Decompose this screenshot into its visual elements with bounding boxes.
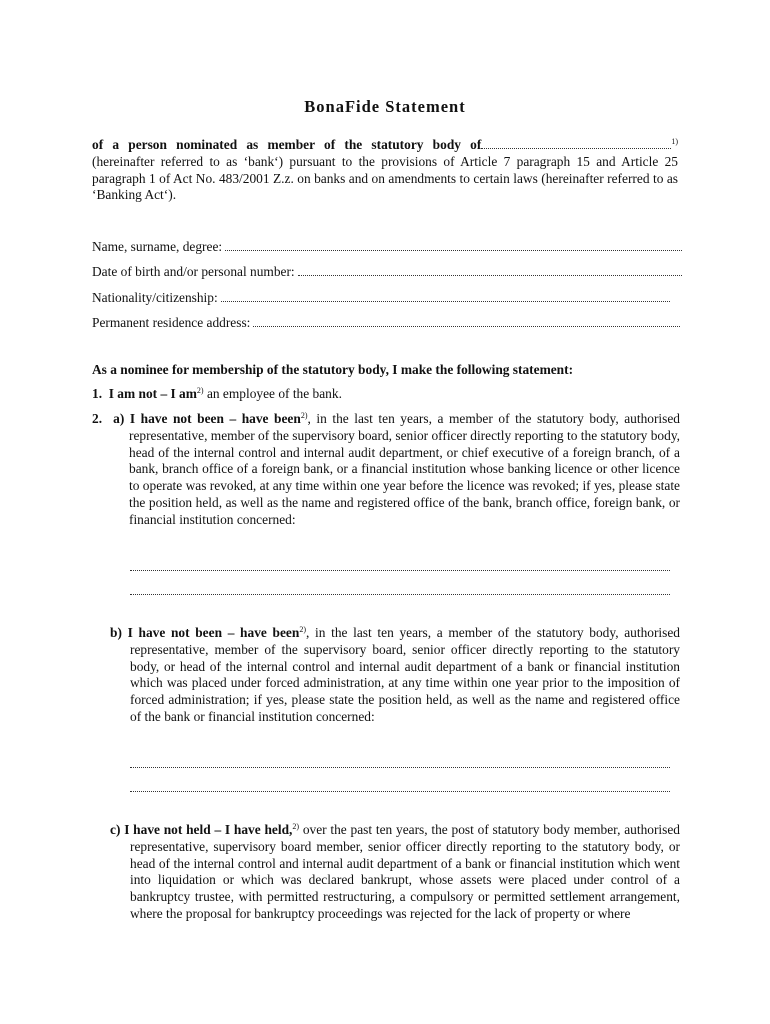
item-2b-choice: I have not been – have been	[127, 625, 300, 640]
item-1	[92, 386, 682, 402]
nationality-field[interactable]	[92, 288, 670, 306]
item-2a-letter: a)	[113, 411, 125, 426]
item-1-number: 1.	[92, 386, 103, 401]
item-2a	[92, 411, 680, 529]
item-2a-answer-line-1[interactable]	[130, 570, 670, 571]
intro-body: (hereinafter referred to as ‘bank‘) pursuant to the provisions of Article 7 paragraph 15 and Article 25 paragraph 1 of Act No. 483/2001 Z.z. on banks and on amendments to certain laws (hereinafter referred to as ‘Banking Act‘).	[92, 153, 678, 203]
bank-name-blank[interactable]	[481, 138, 671, 149]
item-2c-choice: I have not held – I have held,	[124, 822, 293, 837]
item-2c-text: over the past ten years, the post of statutory body member, authorised representative, supervisory board member, senior officer directly reporting to the statutory body, or head of the internal control and internal audit department of a bank or financial institution which went into liquidation or which was declared bankrupt, whose assets were placed under control of a bankruptcy trustee, with permitted restructuring, a compulsory or permitted settlement arrangement, where the proposal for bankruptcy proceedings was rejected for the lack of property or where	[130, 822, 680, 921]
document-title: BonaFide Statement	[304, 97, 466, 116]
item-2b-letter: b)	[110, 625, 122, 640]
statement-heading: As a nominee for membership of the statutory body, I make the following statement:	[92, 362, 574, 377]
intro-lead: of a person nominated as member of the statutory body of	[92, 137, 482, 152]
item-1-text: an employee of the bank.	[203, 386, 342, 401]
item-2c-letter: c)	[110, 822, 121, 837]
item-2a-text: , in the last ten years, a member of the statutory body, authorised representative, member of the supervisory board, senior officer directly reporting to the statutory body, head of the internal control and internal audit department, or chief executive of a foreign branch, of a bank, branch office of a foreign bank, or a financial institution whose banking licence or other licence to operate was revoked, at any time within one year before the licence was revoked; if yes, please state the position held, as well as the name and registered office of the bank, branch office, foreign bank, or financial institution concerned:	[129, 411, 680, 527]
name-blank[interactable]	[225, 250, 682, 251]
birth-blank[interactable]	[298, 275, 682, 276]
item-2a-footnote: 2)	[300, 411, 308, 420]
item-2b	[110, 625, 680, 726]
item-1-choice: I am not – I am	[108, 386, 197, 401]
nationality-label: Nationality/citizenship:	[92, 290, 218, 305]
item-2c-footnote: 2)	[292, 822, 300, 831]
item-2a-choice: I have not been – have been	[129, 411, 301, 426]
item-2b-answer-line-2[interactable]	[130, 791, 670, 792]
item-2-number: 2.	[92, 411, 103, 426]
item-1-footnote: 2)	[196, 386, 204, 395]
name-field[interactable]	[92, 237, 682, 255]
intro-paragraph	[92, 137, 678, 204]
item-2a-answer-line-2[interactable]	[130, 594, 670, 595]
address-field[interactable]	[92, 313, 680, 331]
item-2c	[110, 822, 680, 923]
birth-field[interactable]	[92, 262, 682, 280]
item-2b-text: , in the last ten years, a member of the statutory body, authorised representative, member of the supervisory board, senior officer directly reporting to the statutory body, or head of the internal control and internal audit department of a bank or financial institution which was placed under forced administration, at any time within one year prior to the imposition of forced administration; if yes, please state the position held, as well as the name and registered office of the bank or financial institution concerned:	[130, 625, 680, 724]
name-label: Name, surname, degree:	[92, 239, 223, 254]
footnote-ref: 1)	[671, 137, 678, 146]
item-2b-footnote: 2)	[299, 625, 306, 634]
address-label: Permanent residence address:	[92, 315, 251, 330]
address-blank[interactable]	[253, 326, 680, 327]
item-2b-answer-line-1[interactable]	[130, 767, 670, 768]
birth-label: Date of birth and/or personal number:	[92, 264, 295, 279]
nationality-blank[interactable]	[221, 301, 670, 302]
